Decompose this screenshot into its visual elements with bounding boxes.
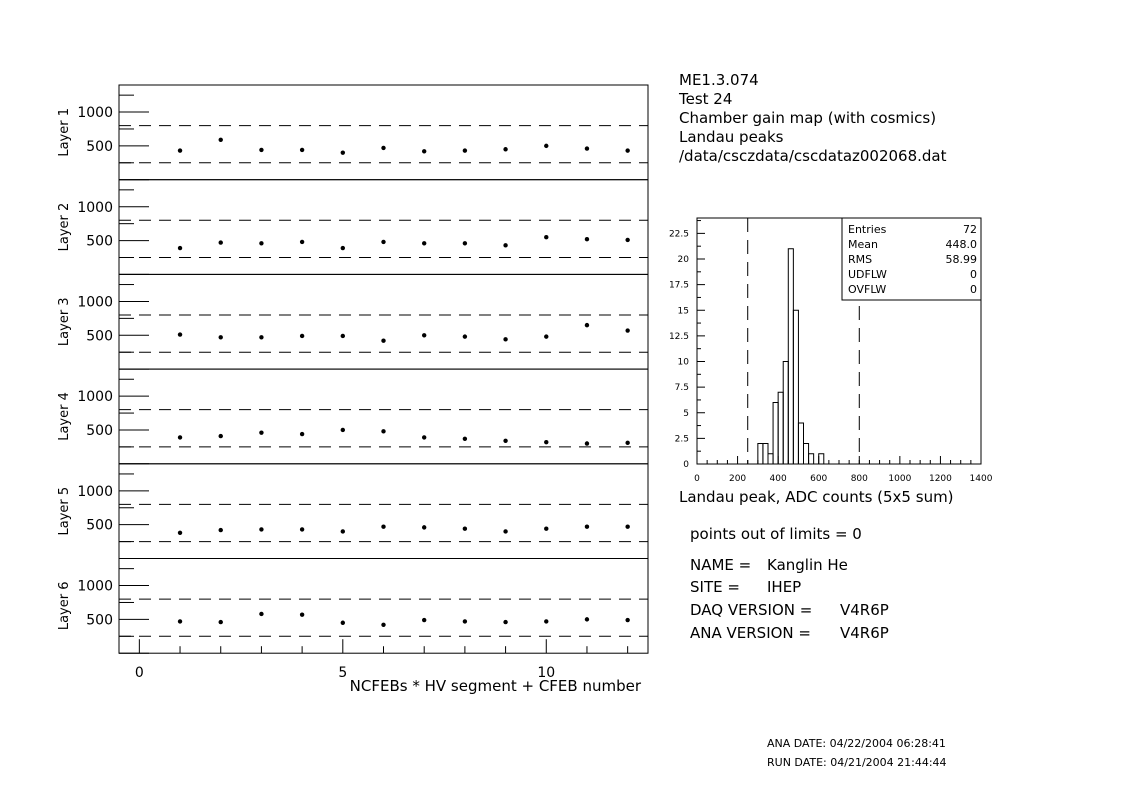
info-label: NAME =: [690, 556, 752, 574]
histogram-bin: [763, 444, 768, 465]
layer-label: Layer 3: [57, 297, 72, 347]
histogram-bin: [778, 392, 783, 464]
stats-value: 0: [970, 268, 977, 281]
info-label: DAQ VERSION =: [690, 601, 813, 619]
hist-x-tick-label: 1000: [888, 474, 912, 484]
ana-date: ANA DATE: 04/22/2004 06:28:41: [767, 737, 946, 750]
histogram-bin: [773, 403, 778, 465]
stats-label: RMS: [848, 253, 873, 266]
layer-label: Layer 2: [57, 202, 72, 252]
y-tick-label: 1000: [77, 294, 113, 311]
histogram-bin: [809, 454, 814, 464]
stats-label: OVFLW: [848, 283, 887, 296]
info-value: Kanglin He: [767, 556, 848, 574]
info-label: SITE =: [690, 578, 740, 596]
x-tick-label: 10: [537, 665, 556, 682]
info-row-ana: [690, 624, 889, 642]
histogram-bin: [788, 249, 793, 464]
hist-y-tick-label: 15: [677, 306, 689, 317]
hist-y-tick-label: 2.5: [674, 434, 689, 445]
stats-value: 58.99: [945, 253, 977, 266]
plot-subtitle: Landau peaks: [679, 128, 784, 146]
out-of-limits-text: points out of limits = 0: [690, 525, 862, 543]
data-file-path: /data/csczdata/cscdataz002068.dat: [679, 147, 947, 165]
x-tick-label: 5: [338, 665, 348, 682]
hist-x-tick-label: 1400: [969, 474, 993, 484]
stats-value: 72: [963, 223, 977, 236]
hist-y-tick-label: 10: [677, 357, 689, 368]
hist-x-axis-label: Landau peak, ADC counts (5x5 sum): [679, 488, 954, 506]
layer-label: Layer 1: [57, 108, 72, 157]
histogram-bin: [804, 444, 809, 465]
run-date: RUN DATE: 04/21/2004 21:44:44: [767, 756, 947, 769]
hist-x-tick-label: 0: [694, 474, 700, 484]
y-tick-label: 500: [86, 612, 113, 629]
stats-value: 448.0: [945, 238, 977, 251]
hist-x-tick-label: 800: [850, 474, 868, 484]
y-tick-label: 500: [86, 138, 113, 155]
info-value: V4R6P: [840, 601, 889, 619]
stats-label: UDFLW: [848, 268, 887, 281]
plot-description: Chamber gain map (with cosmics): [679, 109, 937, 127]
histogram-bin: [798, 423, 803, 464]
y-tick-label: 500: [86, 233, 113, 250]
y-tick-label: 1000: [77, 578, 113, 595]
hist-y-tick-label: 12.5: [668, 331, 689, 342]
layer-label: Layer 5: [57, 486, 73, 536]
info-row-site: [690, 578, 801, 596]
info-value: IHEP: [767, 578, 802, 596]
stats-label: Entries: [848, 223, 887, 236]
stats-box: [842, 218, 981, 300]
hist-y-tick-label: 22.5: [668, 229, 689, 240]
hist-x-tick-label: 400: [769, 474, 787, 484]
y-tick-label: 1000: [77, 483, 113, 500]
histogram-bin: [768, 454, 773, 464]
y-tick-label: 1000: [77, 105, 113, 122]
stats-label: Mean: [848, 238, 878, 251]
hist-y-tick-label: 0: [683, 460, 689, 470]
info-value: V4R6P: [840, 624, 889, 642]
y-tick-label: 1000: [77, 199, 113, 216]
x-tick-label: 0: [134, 665, 144, 682]
hist-x-tick-label: 600: [810, 474, 828, 484]
hist-y-tick-label: 7.5: [674, 383, 689, 394]
info-row-daq: [690, 601, 889, 619]
histogram-bin: [819, 454, 824, 464]
y-tick-label: 500: [86, 422, 113, 439]
hist-y-tick-label: 17.5: [668, 280, 689, 291]
x-axis-label: NCFEBs * HV segment + CFEB number: [349, 677, 641, 696]
hist-x-tick-label: 1200: [928, 474, 952, 484]
hist-y-tick-label: 20: [677, 255, 689, 265]
layer-label: Layer 6: [57, 581, 72, 631]
y-tick-label: 500: [86, 328, 113, 345]
test-name: Test 24: [679, 90, 733, 108]
hist-x-tick-label: 200: [728, 474, 747, 484]
chamber-id: ME1.3.074: [679, 71, 759, 89]
y-tick-label: 500: [86, 517, 113, 534]
histogram-bin: [793, 310, 798, 464]
layer-label: Layer 4: [57, 392, 72, 441]
y-tick-label: 1000: [77, 389, 113, 406]
info-row-name: [690, 556, 848, 574]
histogram-bin: [758, 444, 763, 465]
histogram-bin: [783, 362, 788, 465]
hist-y-tick-label: 5: [683, 408, 689, 419]
stats-value: 0: [970, 283, 977, 296]
info-label: ANA VERSION =: [690, 624, 811, 642]
